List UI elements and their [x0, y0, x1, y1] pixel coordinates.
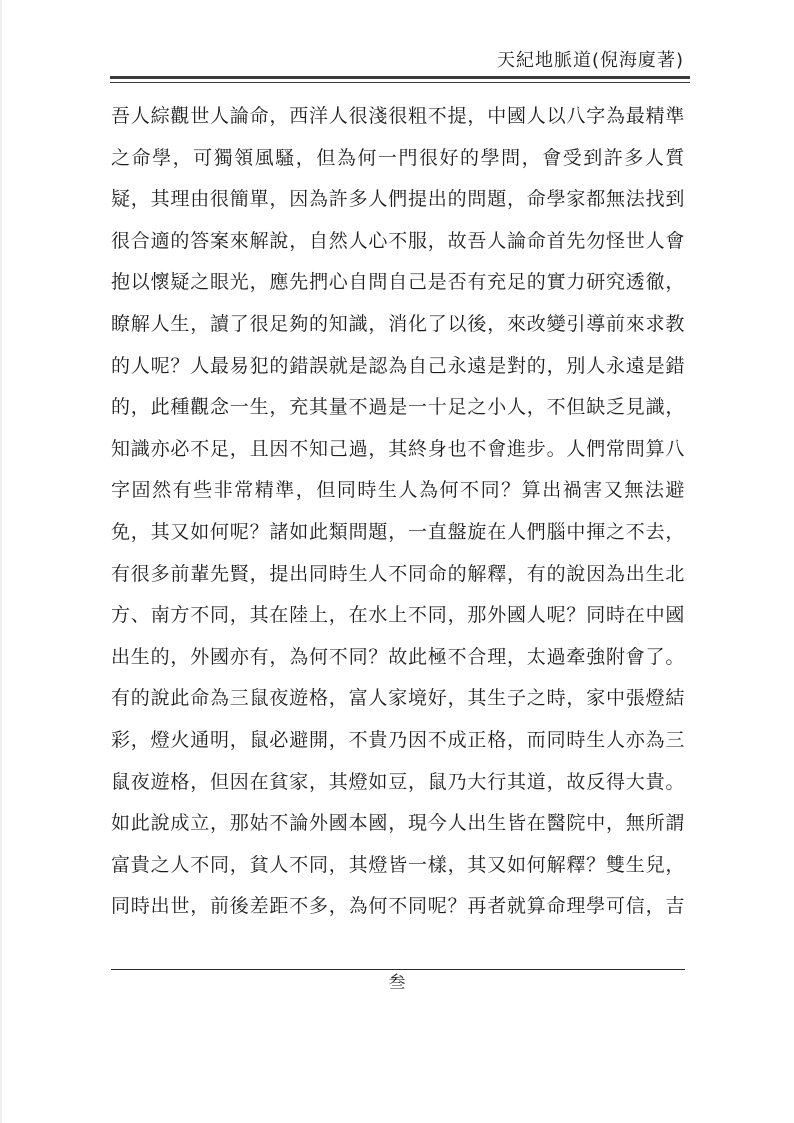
text-line: 同時出世，前後差距不多，為何不同呢？再者就算命理學可信，吉: [111, 895, 685, 918]
text-line: 有很多前輩先賢，提出同時生人不同命的解釋，有的說因為出生北: [111, 562, 685, 585]
text-line: 字固然有些非常精準，但同時生人為何不同？算出禍害又無法避: [111, 479, 685, 502]
text-line: 很合適的答案來解說，自然人心不服，故吾人論命首先勿怪世人會: [111, 229, 685, 252]
header-rule-thin: [110, 82, 690, 83]
text-line: 鼠夜遊格，但因在貧家，其燈如豆，鼠乃大行其道，故反得大貴。: [111, 770, 685, 793]
text-line: 富貴之人不同，貧人不同，其燈皆一樣，其又如何解釋？雙生兒，: [111, 853, 685, 876]
text-line: 的，此種觀念一生，充其量不過是一十足之小人，不但缺乏見識，: [111, 396, 685, 419]
text-line: 出生的，外國亦有，為何不同？故此極不合理，太過牽強附會了。: [111, 645, 685, 668]
text-line: 免，其又如何呢？諸如此類問題，一直盤旋在人們腦中揮之不去，: [111, 520, 685, 543]
text-line: 知識亦必不足，且因不知己過，其終身也不會進步。人們常問算八: [111, 437, 685, 460]
text-line: 彩，燈火通明，鼠必避開，不貴乃因不成正格，而同時生人亦為三: [111, 728, 685, 751]
text-line: 之命學，可獨領風騷，但為何一門很好的學問，會受到許多人質: [111, 146, 685, 169]
text-line: 吾人綜觀世人論命，西洋人很淺很粗不提，中國人以八字為最精準: [111, 105, 685, 127]
text-line: 如此說成立，那姑不論外國本國，現今人出生皆在醫院中，無所謂: [111, 812, 685, 835]
page-number: 叁: [388, 973, 406, 993]
text-line: 疑，其理由很簡單，因為許多人們提出的問題，命學家都無法找到: [111, 188, 685, 211]
text-line: 的人呢？人最易犯的錯誤就是認為自己永遠是對的，別人永遠是錯: [111, 354, 685, 377]
text-line: 抱以懷疑之眼光，應先捫心自問自己是否有充足的實力研究透徹，: [111, 271, 685, 294]
footer-rule: [111, 969, 685, 970]
body-text: [111, 96, 685, 928]
text-line: 有的說此命為三鼠夜遊格，富人家境好，其生子之時，家中張燈結: [111, 687, 685, 710]
header-rule-thick: [110, 76, 690, 79]
text-line: 瞭解人生，讀了很足夠的知識，消化了以後，來改變引導前來求教: [111, 312, 685, 335]
running-header-title: 天紀地脈道(倪海廈著): [496, 50, 684, 71]
text-line: 方、南方不同，其在陸上，在水上不同，那外國人呢？同時在中國: [111, 604, 685, 627]
